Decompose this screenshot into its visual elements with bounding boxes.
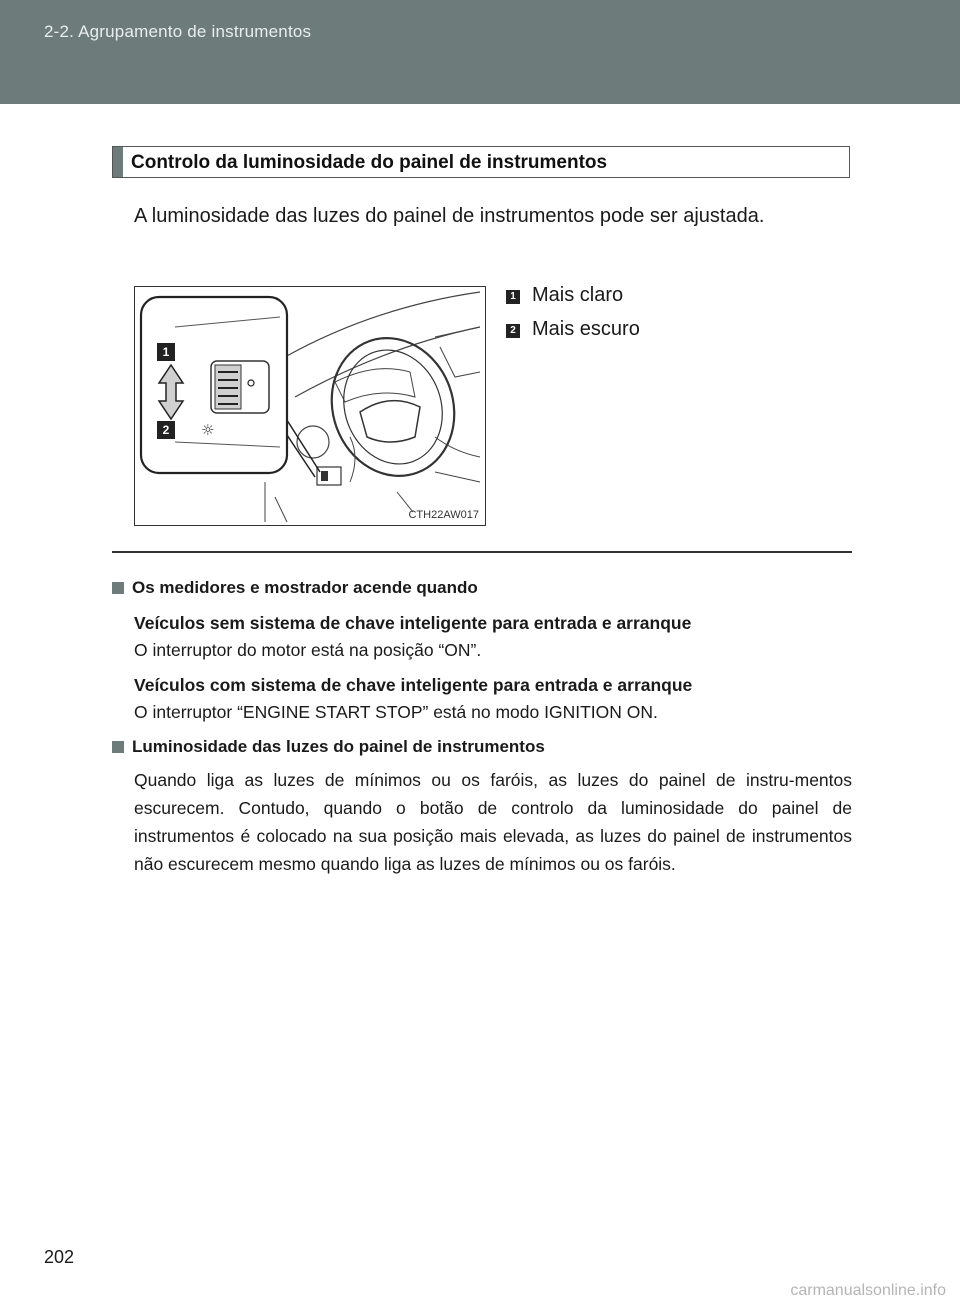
square-bullet-icon (112, 741, 124, 753)
dashboard-drawing (135, 287, 487, 527)
legend-item-darker (506, 318, 640, 341)
page-header (0, 0, 960, 104)
note-heading-2 (112, 737, 545, 757)
badge-1-label: 1 (162, 345, 170, 359)
chapter-title: 2-2. Agrupamento de instrumentos (44, 22, 312, 41)
square-bullet-icon (112, 582, 124, 594)
legend-label-1: Mais claro (532, 284, 624, 306)
page-number: 202 (44, 1247, 75, 1267)
figure-code: CTH22AW017 (408, 509, 479, 521)
badge-2-label: 2 (162, 423, 170, 437)
legend-badge-2: 2 (506, 324, 520, 338)
dashboard-illustration (134, 286, 486, 526)
note-text-2: O interruptor “ENGINE START STOP” está no modo IGNITION ON. (134, 702, 658, 722)
section-heading-box (112, 146, 850, 178)
note-text-1: O interruptor do motor está na posição “ON”. (134, 640, 482, 660)
intro-text: A luminosidade das luzes do painel de instrumentos pode ser ajustada. (134, 205, 765, 227)
note-paragraph: Quando liga as luzes de mínimos ou os faróis, as luzes do painel de instru-mentos escurecem. Contudo, quando o botão de controlo da luminosidade do painel de instrumentos é colocado na sua posição mais elevada, as luzes do painel de instrumentos não escurecem mesmo quando liga as luzes de mínimos ou os faróis. (134, 770, 852, 874)
svg-text:☼: ☼ (201, 421, 215, 439)
note-heading-2-text: Luminosidade das luzes do painel de instrumentos (132, 737, 545, 756)
watermark: carmanualsonline.info (790, 1282, 946, 1299)
legend-label-2: Mais escuro (532, 318, 640, 340)
note-heading-1-text: Os medidores e mostrador acende quando (132, 578, 478, 597)
section-heading-bar (113, 147, 123, 177)
section-divider (112, 551, 852, 553)
legend-badge-1: 1 (506, 290, 520, 304)
note-sub-2: Veículos com sistema de chave inteligente para entrada e arranque (134, 675, 693, 695)
section-title: Controlo da luminosidade do painel de instrumentos (131, 152, 608, 173)
note-sub-1: Veículos sem sistema de chave inteligente para entrada e arranque (134, 613, 692, 633)
legend-item-brighter (506, 284, 623, 307)
note-heading-1 (112, 578, 478, 598)
